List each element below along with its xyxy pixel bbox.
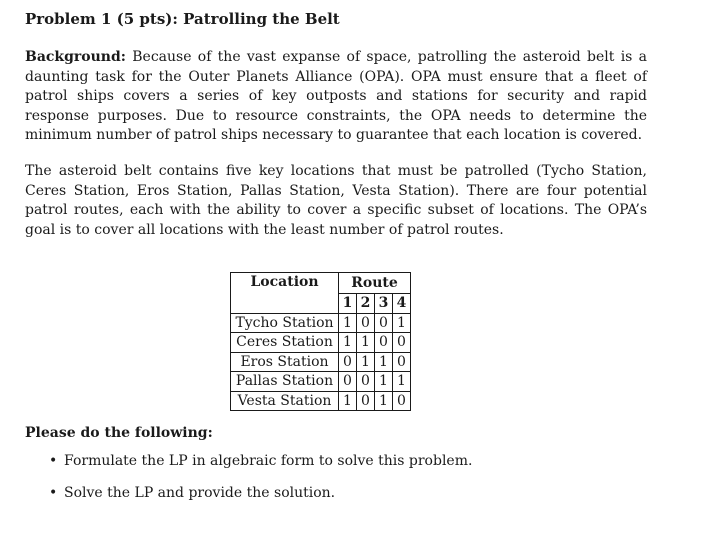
coverage-cell: 0 <box>375 313 393 333</box>
task-text: Solve the LP and provide the solution. <box>64 485 336 501</box>
location-cell: Ceres Station <box>231 333 339 353</box>
coverage-cell: 0 <box>357 313 375 333</box>
coverage-table <box>230 272 411 411</box>
coverage-cell: 1 <box>393 372 411 392</box>
coverage-cell: 0 <box>357 391 375 411</box>
background-lead: Background: <box>25 49 126 65</box>
location-cell: Pallas Station <box>231 372 339 392</box>
route-number-header: 3 <box>375 294 393 314</box>
location-column-header: Location <box>231 273 339 314</box>
task-text: Formulate the LP in algebraic form to solve this problem. <box>64 453 473 469</box>
route-number-header: 1 <box>339 294 357 314</box>
table-row <box>231 352 411 372</box>
coverage-cell: 1 <box>339 333 357 353</box>
table-row <box>231 391 411 411</box>
location-cell: Tycho Station <box>231 313 339 333</box>
route-number-header: 4 <box>393 294 411 314</box>
coverage-cell: 0 <box>339 352 357 372</box>
coverage-cell: 1 <box>375 391 393 411</box>
coverage-cell: 1 <box>357 333 375 353</box>
location-cell: Vesta Station <box>231 391 339 411</box>
tasks-heading: Please do the following: <box>25 425 213 441</box>
coverage-cell: 1 <box>375 352 393 372</box>
coverage-cell: 0 <box>339 372 357 392</box>
locations-paragraph: The asteroid belt contains five key locations that must be patrolled (Tycho Station, Ceres Station, Eros Station, Pallas Station, Vesta Station). There are four potential patrol routes, each with the ability to cover a specific subset of locations. The OPA’s goal is to cover all locations with the least number of patrol routes. <box>25 163 647 238</box>
coverage-cell: 1 <box>339 391 357 411</box>
location-cell: Eros Station <box>231 352 339 372</box>
coverage-cell: 1 <box>393 313 411 333</box>
coverage-cell: 1 <box>357 352 375 372</box>
background-text: Because of the vast expanse of space, patrolling the asteroid belt is a daunting task for the Outer Planets Alliance (OPA). OPA must ensure that a fleet of patrol ships covers a series of key outposts and stations for security and rapid response purposes. Due to resource constraints, the OPA needs to determine the minimum number of patrol ships necessary to guarantee that each location is covered. <box>25 49 647 144</box>
route-number-header: 2 <box>357 294 375 314</box>
coverage-cell: 0 <box>357 372 375 392</box>
coverage-cell: 0 <box>393 333 411 353</box>
bullet-icon: • <box>49 485 58 501</box>
coverage-cell: 1 <box>339 313 357 333</box>
list-item <box>25 451 472 483</box>
coverage-cell: 0 <box>393 391 411 411</box>
coverage-cell: 0 <box>375 333 393 353</box>
coverage-cell: 1 <box>375 372 393 392</box>
coverage-cell: 0 <box>393 352 411 372</box>
route-column-header: Route <box>339 273 411 294</box>
problem-title: Problem 1 (5 pts): Patrolling the Belt <box>25 10 340 28</box>
list-item <box>25 483 472 515</box>
task-list <box>25 451 472 515</box>
table-row <box>231 333 411 353</box>
table-row <box>231 313 411 333</box>
bullet-icon: • <box>49 453 58 469</box>
table-row <box>231 372 411 392</box>
coverage-table-wrapper <box>230 272 411 411</box>
background-paragraph <box>25 48 647 146</box>
